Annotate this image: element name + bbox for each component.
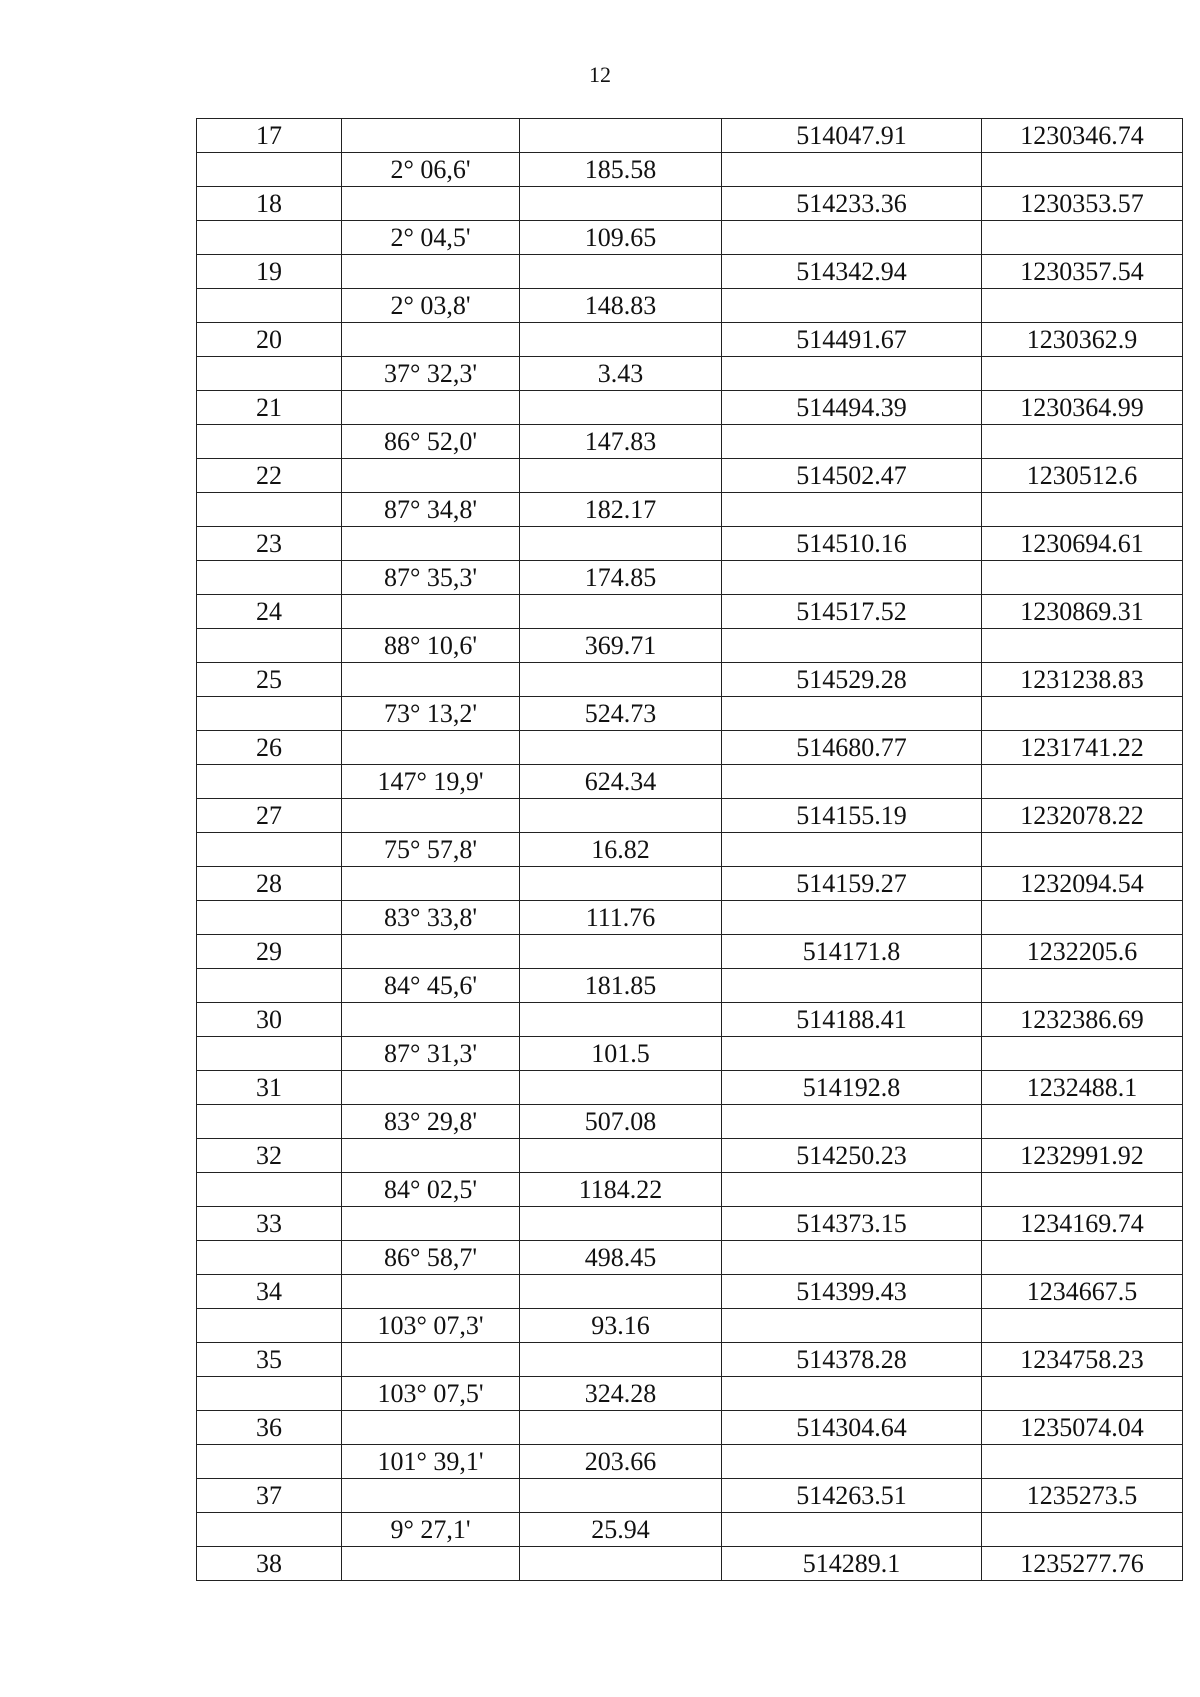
point-number-cell: 29 bbox=[197, 935, 342, 969]
x-coordinate-cell: 514289.1 bbox=[722, 1547, 982, 1581]
distance-cell: 93.16 bbox=[520, 1309, 722, 1343]
distance-cell: 524.73 bbox=[520, 697, 722, 731]
x-coordinate-cell bbox=[722, 1105, 982, 1139]
y-coordinate-cell: 1234758.23 bbox=[982, 1343, 1183, 1377]
point-number-cell bbox=[197, 289, 342, 323]
x-coordinate-cell: 514171.8 bbox=[722, 935, 982, 969]
direction-angle-cell bbox=[342, 595, 520, 629]
y-coordinate-cell bbox=[982, 221, 1183, 255]
point-number-cell bbox=[197, 969, 342, 1003]
y-coordinate-cell: 1230694.61 bbox=[982, 527, 1183, 561]
direction-angle-cell bbox=[342, 1547, 520, 1581]
direction-angle-cell: 87° 35,3' bbox=[342, 561, 520, 595]
y-coordinate-cell bbox=[982, 1377, 1183, 1411]
x-coordinate-cell bbox=[722, 697, 982, 731]
segment-row bbox=[197, 1037, 1183, 1071]
point-number-cell: 36 bbox=[197, 1411, 342, 1445]
distance-cell bbox=[520, 323, 722, 357]
x-coordinate-cell bbox=[722, 1037, 982, 1071]
distance-cell bbox=[520, 255, 722, 289]
y-coordinate-cell: 1230869.31 bbox=[982, 595, 1183, 629]
y-coordinate-cell bbox=[982, 697, 1183, 731]
distance-cell bbox=[520, 187, 722, 221]
point-number-cell: 37 bbox=[197, 1479, 342, 1513]
x-coordinate-cell: 514233.36 bbox=[722, 187, 982, 221]
direction-angle-cell bbox=[342, 1071, 520, 1105]
x-coordinate-cell: 514263.51 bbox=[722, 1479, 982, 1513]
point-number-cell: 30 bbox=[197, 1003, 342, 1037]
distance-cell: 507.08 bbox=[520, 1105, 722, 1139]
direction-angle-cell bbox=[342, 459, 520, 493]
point-row bbox=[197, 1207, 1183, 1241]
point-number-cell bbox=[197, 221, 342, 255]
direction-angle-cell: 101° 39,1' bbox=[342, 1445, 520, 1479]
point-number-cell bbox=[197, 1241, 342, 1275]
direction-angle-cell bbox=[342, 1479, 520, 1513]
point-number-cell bbox=[197, 765, 342, 799]
point-number-cell: 22 bbox=[197, 459, 342, 493]
page-number: 12 bbox=[589, 62, 611, 87]
point-number-cell bbox=[197, 561, 342, 595]
distance-cell bbox=[520, 1139, 722, 1173]
x-coordinate-cell: 514250.23 bbox=[722, 1139, 982, 1173]
point-row bbox=[197, 1139, 1183, 1173]
x-coordinate-cell bbox=[722, 629, 982, 663]
segment-row bbox=[197, 561, 1183, 595]
segment-row bbox=[197, 833, 1183, 867]
direction-angle-cell bbox=[342, 119, 520, 153]
distance-cell: 203.66 bbox=[520, 1445, 722, 1479]
x-coordinate-cell bbox=[722, 561, 982, 595]
x-coordinate-cell: 514159.27 bbox=[722, 867, 982, 901]
x-coordinate-cell bbox=[722, 833, 982, 867]
point-number-cell bbox=[197, 1309, 342, 1343]
point-number-cell: 31 bbox=[197, 1071, 342, 1105]
y-coordinate-cell bbox=[982, 1173, 1183, 1207]
x-coordinate-cell: 514342.94 bbox=[722, 255, 982, 289]
direction-angle-cell: 87° 34,8' bbox=[342, 493, 520, 527]
point-number-cell: 38 bbox=[197, 1547, 342, 1581]
direction-angle-cell: 83° 29,8' bbox=[342, 1105, 520, 1139]
y-coordinate-cell: 1232386.69 bbox=[982, 1003, 1183, 1037]
y-coordinate-cell: 1235277.76 bbox=[982, 1547, 1183, 1581]
direction-angle-cell: 73° 13,2' bbox=[342, 697, 520, 731]
direction-angle-cell bbox=[342, 187, 520, 221]
segment-row bbox=[197, 289, 1183, 323]
distance-cell: 3.43 bbox=[520, 357, 722, 391]
y-coordinate-cell bbox=[982, 901, 1183, 935]
y-coordinate-cell: 1234667.5 bbox=[982, 1275, 1183, 1309]
segment-row bbox=[197, 425, 1183, 459]
point-row bbox=[197, 323, 1183, 357]
direction-angle-cell: 88° 10,6' bbox=[342, 629, 520, 663]
segment-row bbox=[197, 1241, 1183, 1275]
direction-angle-cell: 9° 27,1' bbox=[342, 1513, 520, 1547]
point-row bbox=[197, 1343, 1183, 1377]
x-coordinate-cell: 514502.47 bbox=[722, 459, 982, 493]
y-coordinate-cell bbox=[982, 1445, 1183, 1479]
distance-cell: 111.76 bbox=[520, 901, 722, 935]
direction-angle-cell: 147° 19,9' bbox=[342, 765, 520, 799]
segment-row bbox=[197, 765, 1183, 799]
point-number-cell: 23 bbox=[197, 527, 342, 561]
direction-angle-cell bbox=[342, 323, 520, 357]
segment-row bbox=[197, 901, 1183, 935]
y-coordinate-cell bbox=[982, 1513, 1183, 1547]
direction-angle-cell bbox=[342, 255, 520, 289]
y-coordinate-cell: 1232488.1 bbox=[982, 1071, 1183, 1105]
coordinates-table-body bbox=[197, 119, 1183, 1581]
y-coordinate-cell: 1232991.92 bbox=[982, 1139, 1183, 1173]
point-row bbox=[197, 595, 1183, 629]
direction-angle-cell: 2° 04,5' bbox=[342, 221, 520, 255]
y-coordinate-cell: 1232094.54 bbox=[982, 867, 1183, 901]
segment-row bbox=[197, 1445, 1183, 1479]
point-number-cell: 33 bbox=[197, 1207, 342, 1241]
segment-row bbox=[197, 153, 1183, 187]
y-coordinate-cell bbox=[982, 969, 1183, 1003]
point-row bbox=[197, 1071, 1183, 1105]
direction-angle-cell bbox=[342, 1139, 520, 1173]
distance-cell: 369.71 bbox=[520, 629, 722, 663]
point-number-cell: 17 bbox=[197, 119, 342, 153]
y-coordinate-cell: 1230353.57 bbox=[982, 187, 1183, 221]
distance-cell bbox=[520, 459, 722, 493]
y-coordinate-cell bbox=[982, 289, 1183, 323]
x-coordinate-cell: 514529.28 bbox=[722, 663, 982, 697]
distance-cell: 324.28 bbox=[520, 1377, 722, 1411]
x-coordinate-cell bbox=[722, 969, 982, 1003]
point-number-cell bbox=[197, 1513, 342, 1547]
segment-row bbox=[197, 1309, 1183, 1343]
direction-angle-cell: 75° 57,8' bbox=[342, 833, 520, 867]
direction-angle-cell: 87° 31,3' bbox=[342, 1037, 520, 1071]
direction-angle-cell: 84° 02,5' bbox=[342, 1173, 520, 1207]
x-coordinate-cell: 514517.52 bbox=[722, 595, 982, 629]
direction-angle-cell: 84° 45,6' bbox=[342, 969, 520, 1003]
direction-angle-cell bbox=[342, 731, 520, 765]
direction-angle-cell: 86° 58,7' bbox=[342, 1241, 520, 1275]
x-coordinate-cell: 514680.77 bbox=[722, 731, 982, 765]
point-number-cell: 21 bbox=[197, 391, 342, 425]
point-number-cell: 25 bbox=[197, 663, 342, 697]
distance-cell: 25.94 bbox=[520, 1513, 722, 1547]
direction-angle-cell: 103° 07,3' bbox=[342, 1309, 520, 1343]
point-row bbox=[197, 1275, 1183, 1309]
y-coordinate-cell: 1230364.99 bbox=[982, 391, 1183, 425]
point-number-cell: 26 bbox=[197, 731, 342, 765]
y-coordinate-cell bbox=[982, 1105, 1183, 1139]
segment-row bbox=[197, 1513, 1183, 1547]
distance-cell bbox=[520, 731, 722, 765]
x-coordinate-cell: 514155.19 bbox=[722, 799, 982, 833]
distance-cell bbox=[520, 119, 722, 153]
direction-angle-cell bbox=[342, 1003, 520, 1037]
distance-cell bbox=[520, 867, 722, 901]
direction-angle-cell: 83° 33,8' bbox=[342, 901, 520, 935]
point-number-cell: 28 bbox=[197, 867, 342, 901]
y-coordinate-cell: 1230362.9 bbox=[982, 323, 1183, 357]
point-number-cell bbox=[197, 425, 342, 459]
direction-angle-cell: 2° 03,8' bbox=[342, 289, 520, 323]
distance-cell bbox=[520, 1411, 722, 1445]
point-number-cell bbox=[197, 1445, 342, 1479]
x-coordinate-cell bbox=[722, 1513, 982, 1547]
distance-cell bbox=[520, 595, 722, 629]
distance-cell bbox=[520, 391, 722, 425]
y-coordinate-cell: 1230357.54 bbox=[982, 255, 1183, 289]
direction-angle-cell bbox=[342, 1343, 520, 1377]
point-number-cell bbox=[197, 493, 342, 527]
direction-angle-cell bbox=[342, 867, 520, 901]
point-row bbox=[197, 1411, 1183, 1445]
x-coordinate-cell bbox=[722, 765, 982, 799]
point-number-cell: 24 bbox=[197, 595, 342, 629]
x-coordinate-cell: 514047.91 bbox=[722, 119, 982, 153]
point-row bbox=[197, 867, 1183, 901]
distance-cell: 16.82 bbox=[520, 833, 722, 867]
distance-cell bbox=[520, 1343, 722, 1377]
y-coordinate-cell bbox=[982, 1309, 1183, 1343]
distance-cell: 1184.22 bbox=[520, 1173, 722, 1207]
point-number-cell bbox=[197, 1173, 342, 1207]
coordinates-table bbox=[196, 118, 1183, 1581]
distance-cell bbox=[520, 1003, 722, 1037]
point-row bbox=[197, 799, 1183, 833]
x-coordinate-cell: 514188.41 bbox=[722, 1003, 982, 1037]
x-coordinate-cell: 514494.39 bbox=[722, 391, 982, 425]
point-row bbox=[197, 527, 1183, 561]
x-coordinate-cell: 514304.64 bbox=[722, 1411, 982, 1445]
distance-cell: 147.83 bbox=[520, 425, 722, 459]
distance-cell: 181.85 bbox=[520, 969, 722, 1003]
x-coordinate-cell bbox=[722, 493, 982, 527]
segment-row bbox=[197, 221, 1183, 255]
y-coordinate-cell bbox=[982, 1241, 1183, 1275]
x-coordinate-cell bbox=[722, 153, 982, 187]
direction-angle-cell bbox=[342, 1275, 520, 1309]
y-coordinate-cell bbox=[982, 561, 1183, 595]
x-coordinate-cell: 514378.28 bbox=[722, 1343, 982, 1377]
point-number-cell: 20 bbox=[197, 323, 342, 357]
direction-angle-cell: 86° 52,0' bbox=[342, 425, 520, 459]
segment-row bbox=[197, 697, 1183, 731]
y-coordinate-cell bbox=[982, 629, 1183, 663]
distance-cell: 109.65 bbox=[520, 221, 722, 255]
x-coordinate-cell: 514399.43 bbox=[722, 1275, 982, 1309]
y-coordinate-cell bbox=[982, 833, 1183, 867]
direction-angle-cell: 37° 32,3' bbox=[342, 357, 520, 391]
segment-row bbox=[197, 629, 1183, 663]
distance-cell: 498.45 bbox=[520, 1241, 722, 1275]
point-row bbox=[197, 1547, 1183, 1581]
x-coordinate-cell bbox=[722, 1241, 982, 1275]
point-row bbox=[197, 731, 1183, 765]
x-coordinate-cell bbox=[722, 1173, 982, 1207]
direction-angle-cell bbox=[342, 935, 520, 969]
x-coordinate-cell: 514510.16 bbox=[722, 527, 982, 561]
point-number-cell bbox=[197, 833, 342, 867]
y-coordinate-cell: 1230346.74 bbox=[982, 119, 1183, 153]
y-coordinate-cell bbox=[982, 1037, 1183, 1071]
distance-cell bbox=[520, 1275, 722, 1309]
segment-row bbox=[197, 1377, 1183, 1411]
x-coordinate-cell: 514373.15 bbox=[722, 1207, 982, 1241]
distance-cell bbox=[520, 1207, 722, 1241]
distance-cell: 182.17 bbox=[520, 493, 722, 527]
x-coordinate-cell bbox=[722, 1309, 982, 1343]
y-coordinate-cell: 1235273.5 bbox=[982, 1479, 1183, 1513]
point-number-cell: 27 bbox=[197, 799, 342, 833]
distance-cell: 624.34 bbox=[520, 765, 722, 799]
point-number-cell: 35 bbox=[197, 1343, 342, 1377]
point-row bbox=[197, 935, 1183, 969]
x-coordinate-cell bbox=[722, 357, 982, 391]
point-number-cell: 18 bbox=[197, 187, 342, 221]
point-number-cell bbox=[197, 1037, 342, 1071]
direction-angle-cell bbox=[342, 391, 520, 425]
y-coordinate-cell: 1235074.04 bbox=[982, 1411, 1183, 1445]
direction-angle-cell: 103° 07,5' bbox=[342, 1377, 520, 1411]
point-number-cell bbox=[197, 1377, 342, 1411]
point-number-cell: 34 bbox=[197, 1275, 342, 1309]
point-number-cell bbox=[197, 357, 342, 391]
x-coordinate-cell: 514491.67 bbox=[722, 323, 982, 357]
point-number-cell bbox=[197, 901, 342, 935]
y-coordinate-cell: 1230512.6 bbox=[982, 459, 1183, 493]
point-row bbox=[197, 459, 1183, 493]
y-coordinate-cell bbox=[982, 765, 1183, 799]
point-row bbox=[197, 187, 1183, 221]
point-number-cell bbox=[197, 697, 342, 731]
x-coordinate-cell bbox=[722, 1445, 982, 1479]
distance-cell bbox=[520, 935, 722, 969]
point-row bbox=[197, 119, 1183, 153]
y-coordinate-cell: 1231238.83 bbox=[982, 663, 1183, 697]
direction-angle-cell: 2° 06,6' bbox=[342, 153, 520, 187]
distance-cell bbox=[520, 1547, 722, 1581]
x-coordinate-cell bbox=[722, 289, 982, 323]
segment-row bbox=[197, 357, 1183, 391]
y-coordinate-cell bbox=[982, 357, 1183, 391]
distance-cell: 185.58 bbox=[520, 153, 722, 187]
direction-angle-cell bbox=[342, 1207, 520, 1241]
direction-angle-cell bbox=[342, 663, 520, 697]
y-coordinate-cell: 1231741.22 bbox=[982, 731, 1183, 765]
y-coordinate-cell: 1232078.22 bbox=[982, 799, 1183, 833]
point-row bbox=[197, 391, 1183, 425]
distance-cell bbox=[520, 799, 722, 833]
point-number-cell: 19 bbox=[197, 255, 342, 289]
distance-cell bbox=[520, 527, 722, 561]
direction-angle-cell bbox=[342, 527, 520, 561]
distance-cell bbox=[520, 663, 722, 697]
distance-cell: 148.83 bbox=[520, 289, 722, 323]
distance-cell bbox=[520, 1479, 722, 1513]
y-coordinate-cell bbox=[982, 425, 1183, 459]
segment-row bbox=[197, 969, 1183, 1003]
x-coordinate-cell bbox=[722, 425, 982, 459]
distance-cell: 101.5 bbox=[520, 1037, 722, 1071]
direction-angle-cell bbox=[342, 1411, 520, 1445]
point-number-cell bbox=[197, 1105, 342, 1139]
y-coordinate-cell bbox=[982, 153, 1183, 187]
distance-cell: 174.85 bbox=[520, 561, 722, 595]
point-number-cell bbox=[197, 153, 342, 187]
x-coordinate-cell bbox=[722, 1377, 982, 1411]
segment-row bbox=[197, 493, 1183, 527]
point-row bbox=[197, 663, 1183, 697]
point-number-cell bbox=[197, 629, 342, 663]
y-coordinate-cell bbox=[982, 493, 1183, 527]
direction-angle-cell bbox=[342, 799, 520, 833]
point-number-cell: 32 bbox=[197, 1139, 342, 1173]
x-coordinate-cell bbox=[722, 221, 982, 255]
distance-cell bbox=[520, 1071, 722, 1105]
point-row bbox=[197, 255, 1183, 289]
segment-row bbox=[197, 1173, 1183, 1207]
y-coordinate-cell: 1234169.74 bbox=[982, 1207, 1183, 1241]
point-row bbox=[197, 1003, 1183, 1037]
segment-row bbox=[197, 1105, 1183, 1139]
y-coordinate-cell: 1232205.6 bbox=[982, 935, 1183, 969]
x-coordinate-cell: 514192.8 bbox=[722, 1071, 982, 1105]
point-row bbox=[197, 1479, 1183, 1513]
x-coordinate-cell bbox=[722, 901, 982, 935]
